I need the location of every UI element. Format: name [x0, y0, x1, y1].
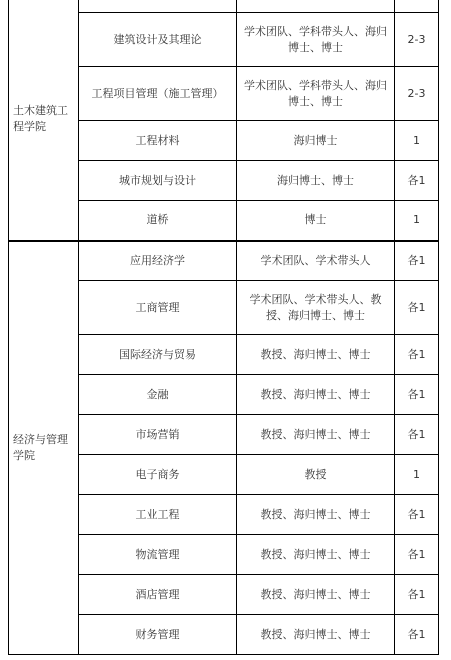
- count-cell: 各1: [395, 615, 439, 655]
- requirement-cell: [237, 0, 395, 13]
- requirement-cell: 教授: [237, 455, 395, 495]
- count-cell: 1: [395, 201, 439, 241]
- college-cell: 经济与管理学院: [9, 241, 79, 655]
- requirement-cell: 教授、海归博士、博士: [237, 535, 395, 575]
- major-cell: 金融: [79, 375, 237, 415]
- major-cell: 财务管理: [79, 615, 237, 655]
- major-cell: 工程材料: [79, 121, 237, 161]
- major-cell: 工商管理: [79, 281, 237, 335]
- requirement-cell: 学术团队、学科带头人、海归博士、博士: [237, 67, 395, 121]
- major-cell: 物流管理: [79, 535, 237, 575]
- requirement-cell: 教授、海归博士、博士: [237, 375, 395, 415]
- college-cell: 土木建筑工程学院: [9, 0, 79, 241]
- requirement-cell: 教授、海归博士、博士: [237, 575, 395, 615]
- major-cell: 道桥: [79, 201, 237, 241]
- requirement-cell: 学术团队、学术带头人、教授、海归博士、博士: [237, 281, 395, 335]
- requirement-cell: 教授、海归博士、博士: [237, 615, 395, 655]
- requirement-cell: 教授、海归博士、博士: [237, 415, 395, 455]
- major-cell: 城市规划与设计: [79, 161, 237, 201]
- count-cell: 各1: [395, 241, 439, 281]
- count-cell: 各1: [395, 535, 439, 575]
- major-cell: [79, 0, 237, 13]
- count-cell: 各1: [395, 375, 439, 415]
- major-cell: 应用经济学: [79, 241, 237, 281]
- major-cell: 市场营销: [79, 415, 237, 455]
- requirement-cell: 海归博士: [237, 121, 395, 161]
- count-cell: 各1: [395, 415, 439, 455]
- requirement-cell: 教授、海归博士、博士: [237, 495, 395, 535]
- count-cell: 各1: [395, 575, 439, 615]
- count-cell: 各1: [395, 335, 439, 375]
- major-cell: 建筑设计及其理论: [79, 13, 237, 67]
- major-cell: 酒店管理: [79, 575, 237, 615]
- count-cell: 2-3: [395, 67, 439, 121]
- requirement-cell: 海归博士、博士: [237, 161, 395, 201]
- requirement-cell: 博士: [237, 201, 395, 241]
- requirement-cell: 学术团队、学科带头人、海归博士、博士: [237, 13, 395, 67]
- table-row: [9, 0, 439, 13]
- count-cell: 各1: [395, 161, 439, 201]
- count-cell: 1: [395, 455, 439, 495]
- count-cell: 1: [395, 121, 439, 161]
- major-cell: 国际经济与贸易: [79, 335, 237, 375]
- table-row: [9, 241, 439, 281]
- count-cell: 各1: [395, 281, 439, 335]
- major-cell: 工程项目管理（施工管理）: [79, 67, 237, 121]
- recruitment-table: [8, 0, 439, 655]
- count-cell: 各1: [395, 495, 439, 535]
- requirement-cell: 学术团队、学术带头人: [237, 241, 395, 281]
- major-cell: 工业工程: [79, 495, 237, 535]
- count-cell: [395, 0, 439, 13]
- major-cell: 电子商务: [79, 455, 237, 495]
- count-cell: 2-3: [395, 13, 439, 67]
- requirement-cell: 教授、海归博士、博士: [237, 335, 395, 375]
